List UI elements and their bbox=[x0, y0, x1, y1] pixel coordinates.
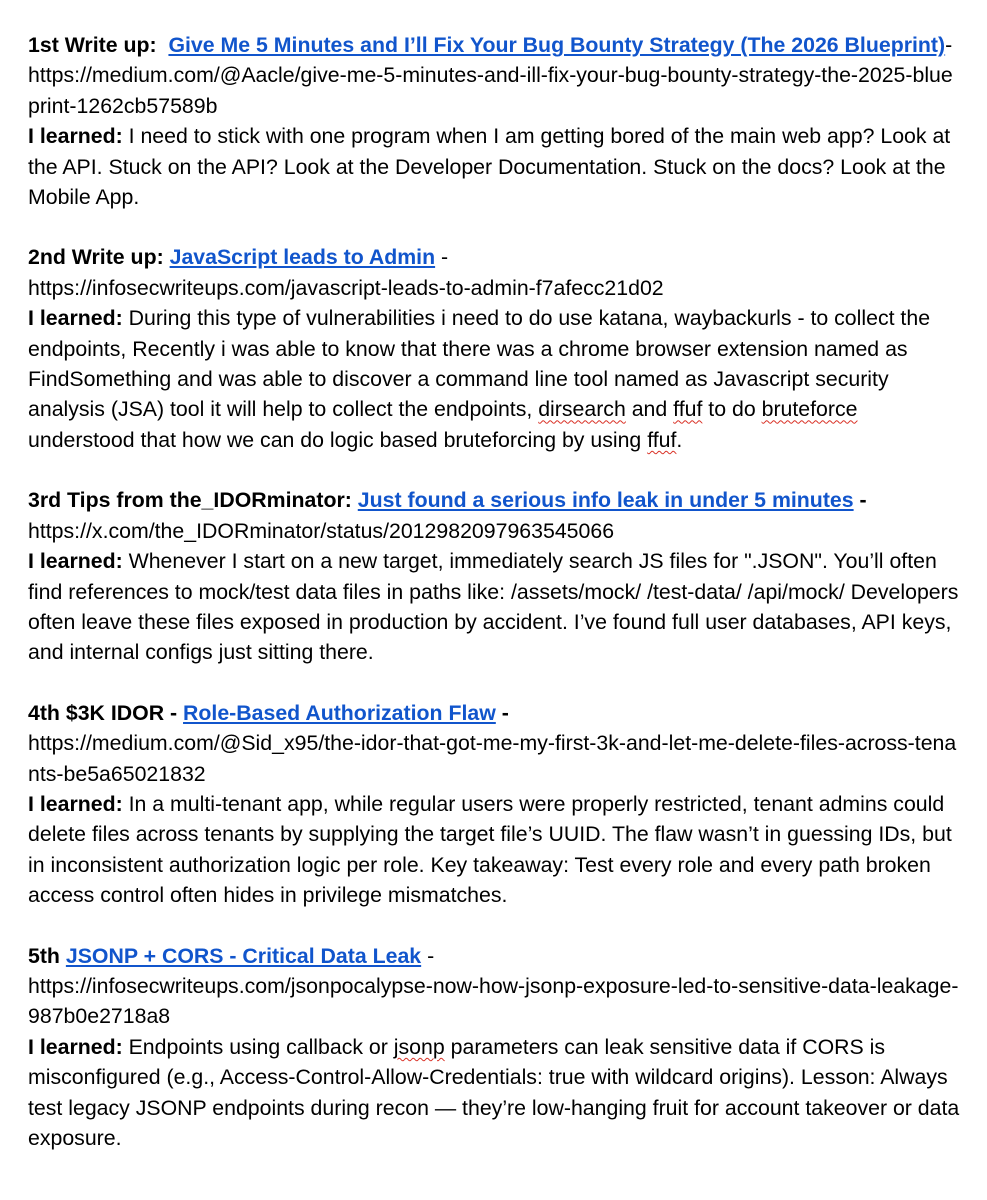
entry-heading bbox=[28, 941, 963, 971]
entry-label: 4th $3K IDOR - bbox=[28, 700, 178, 725]
writeup-entry-4 bbox=[28, 698, 963, 911]
entry-separator: - bbox=[501, 700, 509, 725]
entry-heading bbox=[28, 30, 963, 60]
writeup-title-link[interactable]: JavaScript leads to Admin bbox=[169, 245, 436, 270]
learned-paragraph bbox=[28, 546, 963, 668]
learned-paragraph bbox=[28, 303, 963, 455]
spellcheck-word: dirsearch bbox=[538, 397, 626, 422]
entry-separator: - bbox=[427, 943, 435, 968]
spellcheck-word: bruteforce bbox=[761, 397, 858, 422]
writeup-title-link[interactable]: Just found a serious info leak in under 5 minutes bbox=[357, 488, 854, 513]
entry-label: 3rd Tips from the_IDORminator: bbox=[28, 488, 352, 513]
entry-separator: - bbox=[945, 33, 953, 57]
writeup-entry-2 bbox=[28, 242, 963, 455]
writeup-url: https://x.com/the_IDORminator/status/2012982097963545066 bbox=[28, 518, 615, 543]
writeup-title-link[interactable]: Give Me 5 Minutes and I’ll Fix Your Bug Bounty Strategy (The 2026 Blueprint) bbox=[168, 33, 946, 57]
learned-text: parameters can leak sensitive data if CORS is misconfigured (e.g., Access-Control-Allow-Credentials: true with wildcard origins). Lesson: Always test legacy JSONP endpoints during recon — they’re low-hanging fruit for account takeover or data exposure. bbox=[28, 1034, 960, 1150]
learned-label: I learned: bbox=[28, 549, 123, 574]
writeup-entry-5 bbox=[28, 941, 963, 1154]
writeup-title-link[interactable]: JSONP + CORS - Critical Data Leak bbox=[65, 943, 422, 968]
writeup-url: https://infosecwriteups.com/jsonpocalypse-now-how-jsonp-exposure-led-to-sensitive-data-leakage-987b0e2718a8 bbox=[28, 973, 959, 1029]
entry-separator: - bbox=[441, 245, 449, 270]
learned-text: During this type of vulnerabilities i need to do use katana, waybackurls - to collect the endpoints, Recently i was able to know that there was a chrome browser extension named as FindSomething and was able to discover a command line tool named as Javascript security analysis (JSA) tool it will help to collect the endpoints, bbox=[28, 306, 931, 422]
spellcheck-word: ffuf bbox=[673, 397, 703, 422]
learned-label: I learned: bbox=[28, 306, 123, 331]
learned-text: to do bbox=[702, 397, 762, 422]
entry-separator: - bbox=[859, 488, 867, 513]
entry-heading bbox=[28, 698, 963, 728]
learned-text: I need to stick with one program when I am getting bored of the main web app? Look at the API. Stuck on the API? Look at the Developer Documentation. Stuck on the docs? Look at the Mobile App. bbox=[28, 124, 951, 210]
learned-label: I learned: bbox=[28, 791, 123, 816]
learned-text: Endpoints using callback or bbox=[122, 1034, 394, 1059]
learned-label: I learned: bbox=[28, 124, 123, 149]
learned-text: In a multi-tenant app, while regular users were properly restricted, tenant admins could delete files across tenants by supplying the target file’s UUID. The flaw wasn’t in guessing IDs, but in inconsistent authorization logic per role. Key takeaway: Test every role and every path broken access control often hides in privilege mismatches. bbox=[28, 791, 952, 908]
writeup-url: https://medium.com/@Sid_x95/the-idor-that-got-me-my-first-3k-and-let-me-delete-files-across-tenants-be5a65021832 bbox=[28, 731, 957, 786]
spellcheck-word: jsonp bbox=[393, 1034, 445, 1059]
learned-paragraph bbox=[28, 1032, 963, 1154]
learned-paragraph bbox=[28, 121, 963, 212]
spellcheck-word: ffuf bbox=[647, 427, 677, 452]
learned-paragraph bbox=[28, 789, 963, 911]
learned-text: understood that how we can do logic based bruteforcing by using bbox=[28, 427, 648, 452]
learned-text: . bbox=[676, 427, 683, 452]
entry-label: 2nd Write up: bbox=[28, 245, 164, 270]
entry-label: 1st Write up: bbox=[28, 33, 157, 57]
entry-heading bbox=[28, 485, 963, 515]
writeup-title-link[interactable]: Role-Based Authorization Flaw bbox=[183, 700, 496, 725]
entry-label: 5th bbox=[28, 943, 60, 968]
writeup-url: https://medium.com/@Aacle/give-me-5-minutes-and-ill-fix-your-bug-bounty-strategy-the-2025-blueprint-1262cb57589b bbox=[28, 63, 953, 118]
writeup-entry-1 bbox=[28, 30, 963, 212]
learned-label: I learned: bbox=[28, 1034, 123, 1059]
entry-heading bbox=[28, 242, 963, 272]
learned-text: and bbox=[625, 397, 674, 422]
learned-text: Whenever I start on a new target, immediately search JS files for ".JSON". You’ll often find references to mock/test data files in paths like: /assets/mock/ /test-data/ /api/mock/ Developers often leave these files exposed in production by accident. I’ve found full user databases, API keys, and internal configs just sitting there. bbox=[28, 549, 959, 665]
writeup-entry-3 bbox=[28, 485, 963, 667]
writeup-url: https://infosecwriteups.com/javascript-leads-to-admin-f7afecc21d02 bbox=[28, 275, 664, 300]
